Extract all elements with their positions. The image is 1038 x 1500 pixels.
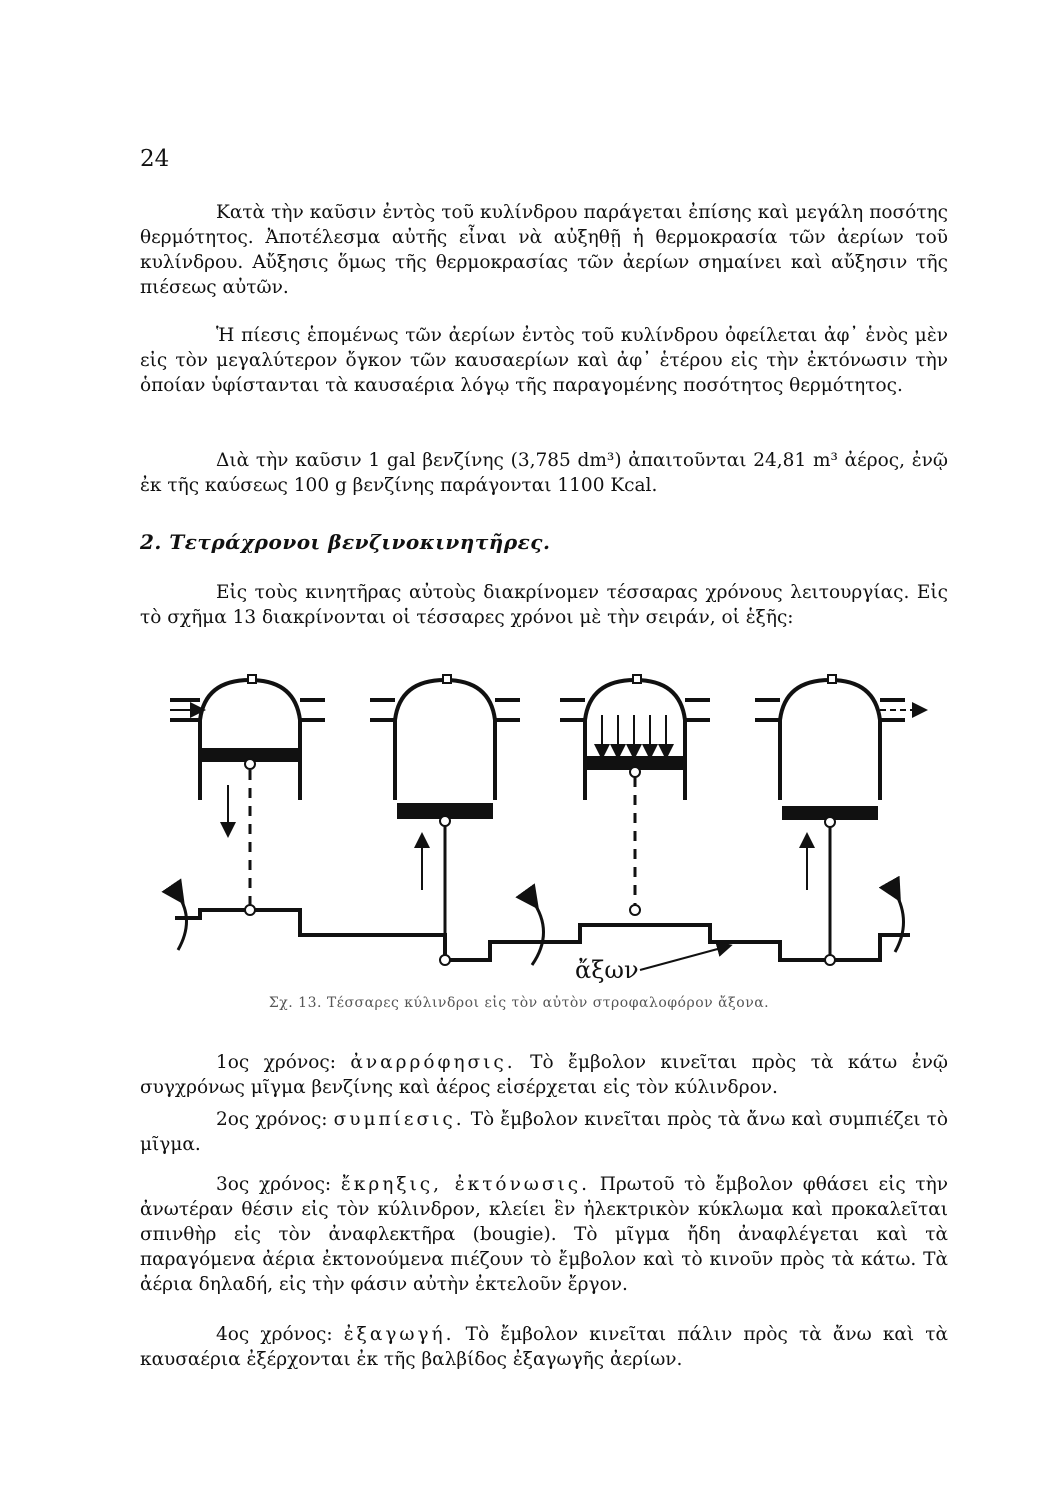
crank-pin-3 (630, 905, 640, 915)
stroke-4 (140, 1322, 948, 1372)
stroke-2-label: 2ος χρόνος: (216, 1109, 328, 1130)
rotation-arrow-left (178, 895, 187, 950)
stroke-1 (140, 1050, 948, 1100)
pin-intake (245, 759, 255, 769)
page-number: 24 (140, 146, 170, 172)
expansion-arrows (602, 715, 666, 752)
stroke-3-label: 3ος χρόνος: (216, 1174, 332, 1195)
crank-pin-2 (440, 955, 450, 965)
shaft-pointer (640, 947, 725, 970)
stroke-1-name: ἀναρρόφησις. (350, 1052, 516, 1073)
cylinder-exhaust (755, 675, 905, 800)
stroke-3 (140, 1172, 948, 1297)
paragraph-intro: Εἰς τοὺς κινητῆρας αὐτοὺς διακρίνομεν τέσσαρας χρόνους λειτουργίας. Εἰς τὸ σχῆμα 13 διακρίνονται οἱ τέσσαρες χρόνοι μὲ τὴν σειράν, οἱ ἑξῆς: (140, 582, 948, 628)
paragraph-fuel: Διὰ τὴν καῦσιν 1 gal βενζίνης (3,785 dm³) ἀπαιτοῦνται 24,81 m³ ἀέρος, ἐνῷ ἐκ τῆς καύσεως 100 g βενζίνης παράγονται 1100 Kcal. (140, 450, 948, 496)
cylinder-intake (170, 675, 325, 800)
paragraph-heat: Κατὰ τὴν καῦσιν ἐντὸς τοῦ κυλίνδρου παράγεται ἐπίσης καὶ μεγάλη ποσότης θερμότητος. Ἀποτέλεσμα αὐτῆς εἶναι νὰ αὐξηθῇ ἡ θερμοκρασία τῶν ἀερίων τοῦ κυλίνδρου. Αὔξησις ὅμως τῆς θερμοκρασίας τῶν ἀερίων σημαίνει καὶ αὔξησιν τῆς πιέσεως αὐτῶν. (140, 202, 948, 298)
paragraph-pressure: Ἡ πίεσις ἑπομένως τῶν ἀερίων ἐντὸς τοῦ κυλίνδρου ὀφείλεται ἀφ᾽ ἑνὸς μὲν εἰς τὸν μεγαλύτερον ὄγκον τῶν καυσαερίων καὶ ἀφ᾽ ἑτέρου εἰς τὴν ἐκτόνωσιν τὴν ὁποίαν ὑφίστανται τὰ καυσαέρια λόγῳ τῆς παραγομένης ποσότητος θερμότητος. (140, 325, 948, 396)
stroke-4-label: 4ος χρόνος: (216, 1324, 333, 1345)
stroke-1-label: 1ος χρόνος: (216, 1052, 336, 1073)
pin-compression (440, 816, 450, 826)
pin-exhaust (825, 817, 835, 827)
stroke-2-name: συμπίεσις. (333, 1109, 465, 1130)
stroke-2-text: Τὸ ἔμβολον κινεῖται πρὸς τὰ ἄνω καὶ συμπιέζει τὸ μῖγμα. (140, 1109, 948, 1155)
figure-caption: Σχ. 13. Τέσσαρες κύλινδροι εἰς τὸν αὐτὸν στροφαλοφόρον ἄξονα. (268, 995, 770, 1011)
crank-pin-1 (245, 905, 255, 915)
stroke-3-name: ἔκρηξις, ἐκτόνωσις. (340, 1174, 591, 1195)
shaft-label: ἄξων (575, 956, 639, 984)
stroke-4-name: ἐξαγωγή. (343, 1324, 455, 1345)
stroke-4-text: Τὸ ἔμβολον κινεῖται πάλιν πρὸς τὰ ἄνω καὶ τὰ καυσαέρια ἐξέρχονται ἐκ τῆς βαλβίδος ἐξαγωγῆς ἀερίων. (140, 1324, 948, 1370)
stroke-2 (140, 1107, 948, 1157)
rotation-arrow-right (895, 892, 904, 952)
rotation-arrow-middle (532, 900, 544, 965)
crank-pin-4 (825, 955, 835, 965)
stroke-1-text: Τὸ ἔμβολον κινεῖται πρὸς τὰ κάτω ἐνῷ συγχρόνως μῖγμα βενζίνης καὶ ἀέρος εἰσέρχεται εἰς τὸν κύλινδρον. (140, 1052, 948, 1098)
four-stroke-diagram (150, 660, 940, 990)
stroke-3-text: Πρωτοῦ τὸ ἔμβολον φθάσει εἰς τὴν ἀνωτέραν θέσιν εἰς τὸν κύλινδρον, κλείει ἓν ἠλεκτρικὸν κύκλωμα καὶ προκαλεῖται σπινθὴρ εἰς τὸν ἀναφλεκτῆρα (bougie). Τὸ μῖγμα ἤδη ἀναφλέγεται καὶ τὰ παραγόμενα ἀέρια ἐκτονούμενα πιέζουν τὸ ἔμβολον καὶ τὸ κινοῦν πρὸς τὰ κάτω. Τὰ ἀέρια δηλαδή, εἰς τὴν φάσιν αὐτὴν ἐκτελοῦν ἔργον. (140, 1174, 948, 1295)
cylinder-compression (370, 675, 520, 800)
section-heading: 2. Τετράχρονοι βενζινοκινητῆρες. (140, 530, 551, 554)
pin-power (630, 767, 640, 777)
